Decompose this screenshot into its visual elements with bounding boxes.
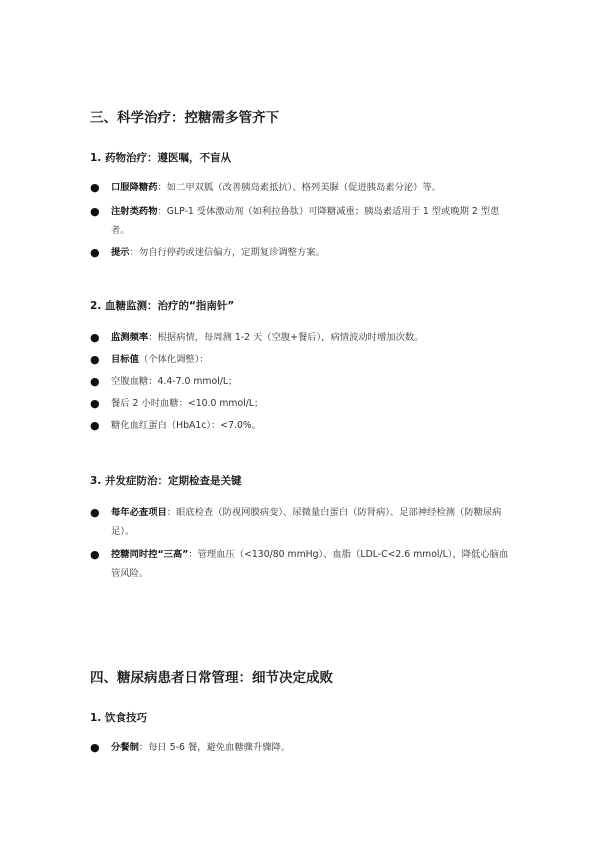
item-text: ：根据病情，每周测 1-2 天（空腹+餐后），病情波动时增加次数。 [148,332,424,343]
list-item [90,416,510,435]
item-text: ：如二甲双胍（改善胰岛素抵抗）、格列美脲（促进胰岛素分泌）等。 [157,182,442,193]
bullet-icon: ● [90,548,100,561]
item-label: 目标值 [111,354,139,365]
bullet-icon: ● [90,246,100,259]
subsection-heading: 1. 饮食技巧 [90,712,147,724]
section-heading: 三、科学治疗：控糖需多管齐下 [90,110,279,126]
item-text: 空腹血糖：4.4-7.0 mmol/L； [111,376,238,387]
list-item [90,328,510,347]
item-text: 餐后 2 小时血糖：<10.0 mmol/L； [111,398,264,409]
item-label: 分餐制 [111,742,139,753]
bullet-icon: ● [90,419,100,432]
item-label: 提示 [111,247,130,258]
list-item [90,394,510,413]
item-text: ：眼底检查（防视网膜病变）、尿微量白蛋白（防肾病）、足部神经检测（防糖尿病足）。 [111,507,502,537]
list-item [90,545,510,583]
bullet-icon: ● [90,181,100,194]
subsection-heading: 1. 药物治疗：遵医嘱，不盲从 [90,152,231,164]
list-item [90,738,510,757]
bullet-icon: ● [90,741,100,754]
item-label: 注射类药物 [111,206,158,217]
bullet-icon: ● [90,353,100,366]
section-heading: 四、糖尿病患者日常管理：细节决定成败 [90,670,333,686]
item-text: ：勿自行停药或迷信偏方，定期复诊调整方案。 [129,247,325,258]
bullet-icon: ● [90,205,100,218]
list-item [90,350,510,369]
bullet-icon: ● [90,397,100,410]
item-text: 糖化血红蛋白（HbA1c）：<7.0%。 [111,420,262,431]
list-item [90,243,510,262]
bullet-icon: ● [90,506,100,519]
item-text: ：GLP-1 受体激动剂（如利拉鲁肽）可降糖减重；胰岛素适用于 1 型或晚期 2 型患者。 [111,206,500,236]
item-text: ：每日 5-6 餐，避免血糖骤升骤降。 [138,742,291,753]
item-label: 每年必查项目 [111,507,167,518]
item-label: 口服降糖药 [111,182,158,193]
item-label: 控糖同时控“三高” [111,549,189,560]
item-text: （个体化调整）： [138,354,209,365]
item-text: ：管理血压（<130/80 mmHg）、血脂（LDL-C<2.6 mmol/L），降低心脑血管风险。 [111,549,509,579]
list-item [90,372,510,391]
list-item [90,202,510,240]
list-item [90,178,510,197]
item-label: 监测频率 [111,332,149,343]
list-item [90,503,510,541]
subsection-heading: 3. 并发症防治：定期检查是关键 [90,475,242,487]
bullet-icon: ● [90,331,100,344]
bullet-icon: ● [90,375,100,388]
subsection-heading: 2. 血糖监测：治疗的“指南针” [90,300,235,312]
